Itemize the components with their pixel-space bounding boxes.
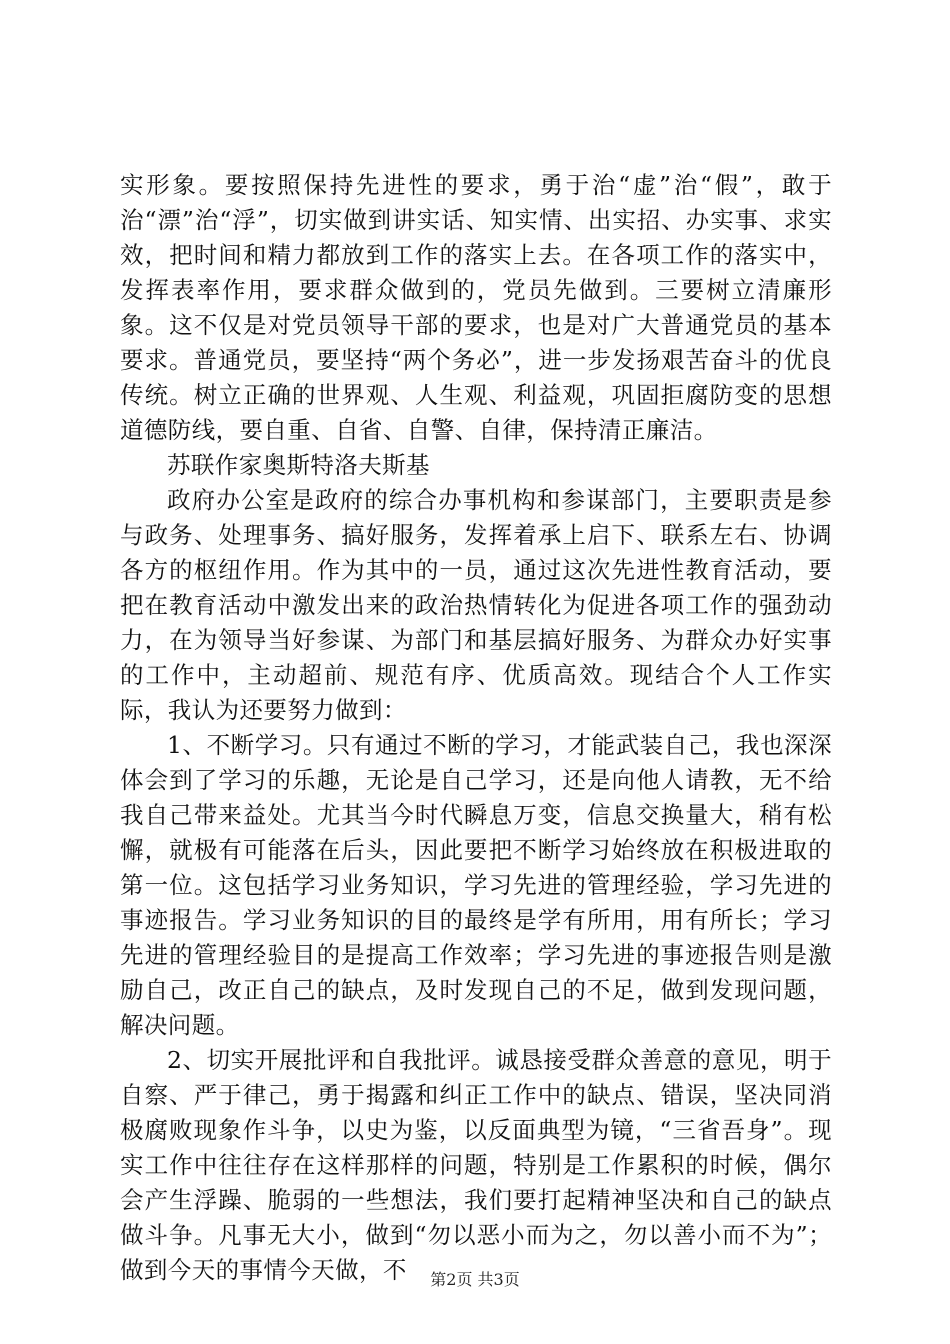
page-number-footer: 第2页 共3页 — [430, 1270, 520, 1289]
paragraph-5: 2、切实开展批评和自我批评。诚恳接受群众善意的意见，明于自察、严于律己，勇于揭露和纠正工作中的缺点、错误，坚决同消极腐败现象作斗争，以史为鉴，以反面典型为镜，“三省吾身”。现实工作中往往存在这样那样的问题，特别是工作累积的时候，偶尔会产生浮躁、脆弱的一些想法，我们要打起精神坚决和自己的缺点做斗争。凡事无大小，做到“勿以恶小而为之，勿以善小而不为”；做到今天的事情今天做，不 — [120, 1046, 832, 1284]
paragraph-4: 1、不断学习。只有通过不断的学习，才能武装自己，我也深深体会到了学习的乐趣，无论是自己学习，还是向他人请教，无不给我自己带来益处。尤其当今时代瞬息万变，信息交换量大，稍有松懈，就极有可能落在后头，因此要把不断学习始终放在积极进取的第一位。这包括学习业务知识，学习先进的管理经验，学习先进的事迹报告。学习业务知识的目的最终是学有所用，用有所长；学习先进的管理经验目的是提高工作效率；学习先进的事迹报告则是激励自己，改正自己的缺点，及时发现自己的不足，做到发现问题，解决问题。 — [120, 731, 832, 1039]
paragraph-3: 政府办公室是政府的综合办事机构和参谋部门，主要职责是参与政务、处理事务、搞好服务，发挥着承上启下、联系左右、协调各方的枢纽作用。作为其中的一员，通过这次先进性教育活动，要把在教育活动中激发出来的政治热情转化为促进各项工作的强劲动力，在为领导当好参谋、为部门和基层搞好服务、为群众办好实事的工作中，主动超前、规范有序、优质高效。现结合个人工作实际，我认为还要努力做到： — [120, 486, 832, 724]
document-body — [120, 168, 832, 1288]
paragraph-2: 苏联作家奥斯特洛夫斯基 — [167, 451, 430, 479]
paragraph-1: 实形象。要按照保持先进性的要求，勇于治“虚”治“假”，敢于治“漂”治“浮”，切实做到讲实话、知实情、出实招、办实事、求实效，把时间和精力都放到工作的落实上去。在各项工作的落实中，发挥表率作用，要求群众做到的，党员先做到。三要树立清廉形象。这不仅是对党员领导干部的要求，也是对广大普通党员的基本要求。普通党员，要坚持“两个务必”，进一步发扬艰苦奋斗的优良传统。树立正确的世界观、人生观、利益观，巩固拒腐防变的思想道德防线，要自重、自省、自警、自律，保持清正廉洁。 — [120, 171, 832, 444]
